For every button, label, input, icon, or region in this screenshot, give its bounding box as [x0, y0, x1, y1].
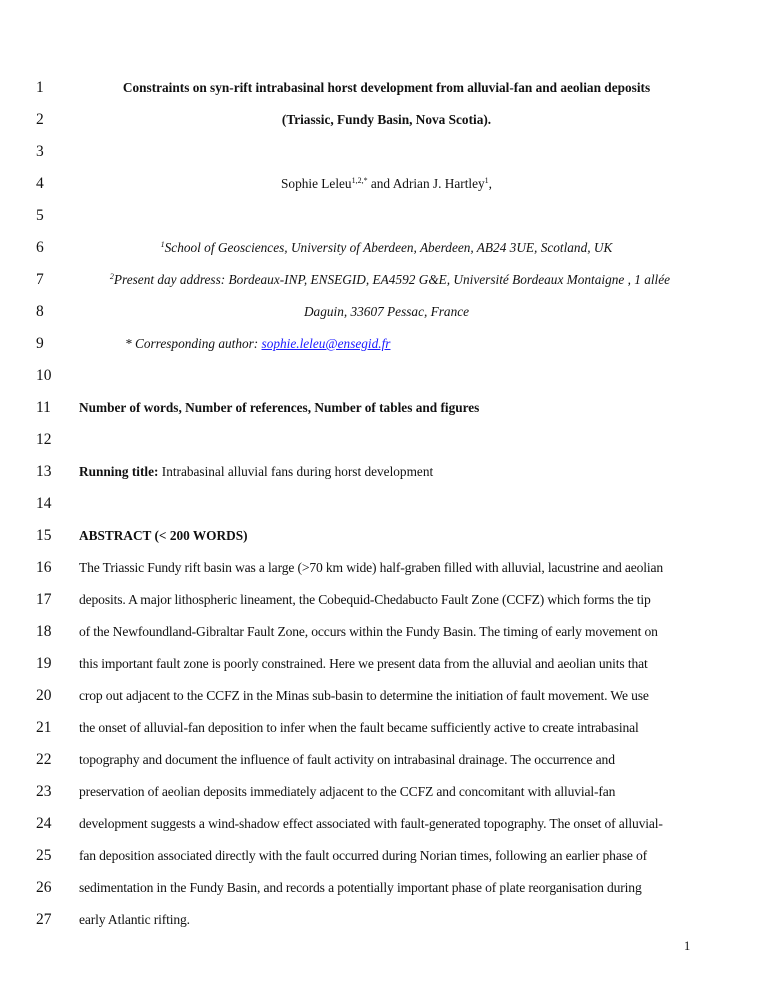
line-11 — [0, 398, 773, 418]
author-affiliation-marker: 1,2,* — [351, 176, 368, 185]
line-6 — [0, 238, 773, 258]
abstract-line: fan deposition associated directly with the fault occurred during Norian times, following an earlier phase of — [79, 848, 647, 863]
line-number: 6 — [36, 239, 44, 256]
affiliation-1 — [79, 238, 694, 258]
line-number: 22 — [36, 751, 52, 768]
line-number: 20 — [36, 687, 52, 704]
line-number: 9 — [36, 335, 44, 352]
abstract-heading: ABSTRACT (< 200 WORDS) — [79, 528, 248, 543]
line-number: 5 — [36, 207, 44, 224]
author-affiliation-marker: 1 — [484, 176, 489, 185]
line-number: 19 — [36, 655, 52, 672]
line-2 — [0, 110, 773, 130]
line-number: 21 — [36, 719, 52, 736]
abstract-line: of the Newfoundland-Gibraltar Fault Zone, occurs within the Fundy Basin. The timing of early movement on — [79, 624, 658, 639]
line-5 — [0, 206, 773, 226]
line-14 — [0, 494, 773, 514]
line-number: 17 — [36, 591, 52, 608]
line-number: 2 — [36, 111, 44, 128]
line-21 — [0, 718, 773, 738]
abstract-line: The Triassic Fundy rift basin was a large (>70 km wide) half-graben filled with alluvial, lacustrine and aeolian — [79, 560, 664, 575]
corresponding-author — [125, 334, 703, 354]
abstract-line: this important fault zone is poorly constrained. Here we present data from the alluvial and aeolian units that — [79, 656, 648, 671]
abstract-line: early Atlantic rifting. — [79, 912, 190, 927]
line-9 — [0, 334, 773, 354]
line-3 — [0, 142, 773, 162]
author-joiner: and — [367, 176, 393, 191]
line-27 — [0, 910, 773, 930]
line-number: 27 — [36, 911, 52, 928]
line-number: 26 — [36, 879, 52, 896]
line-25 — [0, 846, 773, 866]
line-22 — [0, 750, 773, 770]
line-19 — [0, 654, 773, 674]
abstract-line: deposits. A major lithospheric lineament, the Cobequid-Chedabucto Fault Zone (CCFZ) which forms the tip — [79, 592, 651, 607]
author-name: Sophie Leleu — [281, 176, 352, 191]
affiliation-2-continued: Daguin, 33607 Pessac, France — [303, 304, 470, 319]
line-1 — [0, 78, 773, 98]
line-number: 4 — [36, 175, 44, 192]
line-18 — [0, 622, 773, 642]
abstract-line: topography and document the influence of fault activity on intrabasinal drainage. The occurrence and — [79, 752, 615, 767]
line-number: 24 — [36, 815, 52, 832]
line-number: 25 — [36, 847, 52, 864]
line-7 — [0, 270, 773, 290]
line-number: 18 — [36, 623, 52, 640]
line-number: 3 — [36, 143, 44, 160]
affiliation-2 — [79, 270, 701, 290]
abstract-line: development suggests a wind-shadow effect associated with fault-generated topography. The onset of alluvial- — [79, 816, 663, 831]
line-23 — [0, 782, 773, 802]
counts-heading: Number of words, Number of references, Number of tables and figures — [79, 400, 480, 415]
running-title — [79, 462, 703, 482]
affiliation-marker: 1 — [160, 240, 165, 249]
affiliation-text: School of Geosciences, University of Aberdeen, Aberdeen, AB24 3UE, Scotland, UK — [164, 240, 613, 255]
line-number: 15 — [36, 527, 52, 544]
line-15 — [0, 526, 773, 546]
abstract-line: the onset of alluvial-fan deposition to infer when the fault became sufficiently active to create intrabasinal — [79, 720, 639, 735]
affiliation-marker: 2 — [109, 272, 114, 281]
line-number: 1 — [36, 79, 44, 96]
author-list — [79, 174, 694, 194]
line-17 — [0, 590, 773, 610]
line-number: 13 — [36, 463, 52, 480]
abstract-line: preservation of aeolian deposits immediately adjacent to the CCFZ and concomitant with alluvial-fan — [79, 784, 616, 799]
line-24 — [0, 814, 773, 834]
author-trailing: , — [488, 176, 492, 191]
line-number: 12 — [36, 431, 52, 448]
line-number: 23 — [36, 783, 52, 800]
running-title-label: Running title: — [79, 464, 159, 479]
line-number: 16 — [36, 559, 52, 576]
corresponding-author-label: * Corresponding author: — [125, 336, 262, 351]
author-name: Adrian J. Hartley — [392, 176, 485, 191]
page-number: 1 — [684, 939, 691, 953]
paper-title-line-2: (Triassic, Fundy Basin, Nova Scotia). — [281, 112, 492, 127]
line-20 — [0, 686, 773, 706]
corresponding-email-link[interactable]: sophie.leleu@ensegid.fr — [261, 336, 391, 351]
line-10 — [0, 366, 773, 386]
paper-title-line-1: Constraints on syn-rift intrabasinal horst development from alluvial-fan and aeolian deposits — [122, 80, 651, 95]
line-12 — [0, 430, 773, 450]
line-26 — [0, 878, 773, 898]
abstract-line: crop out adjacent to the CCFZ in the Minas sub-basin to determine the initiation of fault movement. We use — [79, 688, 649, 703]
line-number: 7 — [36, 271, 44, 288]
line-8 — [0, 302, 773, 322]
line-number: 11 — [36, 399, 51, 416]
affiliation-text: Present day address: Bordeaux-INP, ENSEGID, EA4592 G&E, Université Bordeaux Montaigne , 1 allée — [113, 272, 671, 287]
line-number: 10 — [36, 367, 52, 384]
line-13 — [0, 462, 773, 482]
line-4 — [0, 174, 773, 194]
running-title-text: Intrabasinal alluvial fans during horst development — [158, 464, 434, 479]
line-16 — [0, 558, 773, 578]
line-number: 14 — [36, 495, 52, 512]
line-number: 8 — [36, 303, 44, 320]
abstract-line: sedimentation in the Fundy Basin, and records a potentially important phase of plate reorganisation during — [79, 880, 642, 895]
